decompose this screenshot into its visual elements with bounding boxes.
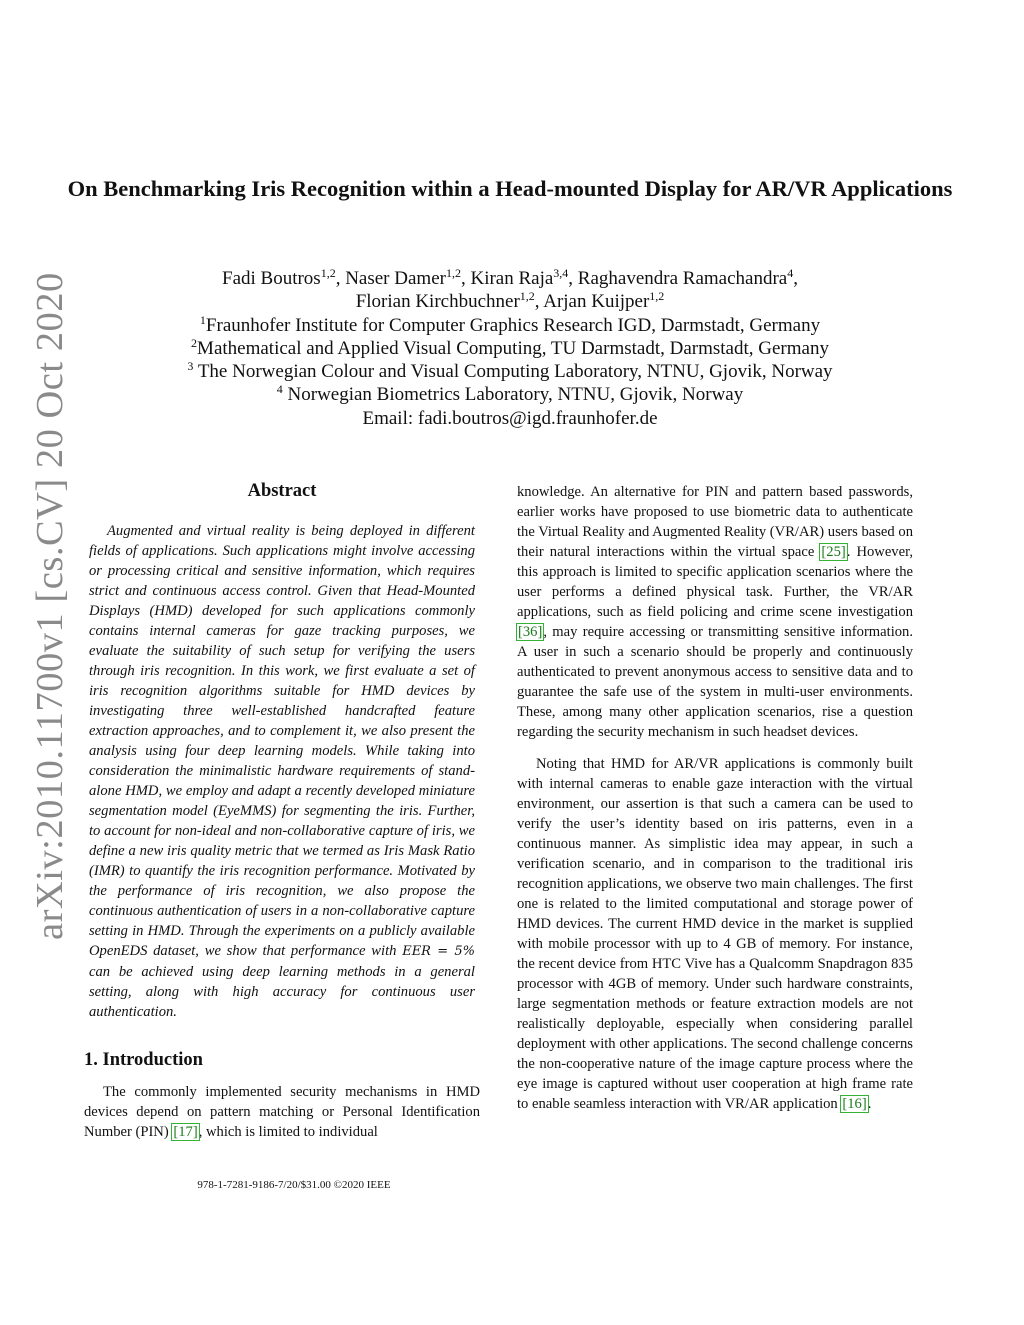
citation-link[interactable]: [25] bbox=[821, 544, 846, 560]
citation-link[interactable]: [16] bbox=[842, 1096, 867, 1112]
intro-paragraph bbox=[84, 1082, 480, 1142]
body-text: . However, this approach is limited to specific application scenarios where the user performs a defined physical task. Further, the VR/AR applications, such as field policing and crime scene investigation bbox=[517, 544, 913, 620]
arxiv-identifier: arXiv:2010.11700v1 [cs.CV] 20 Oct 2020 bbox=[29, 272, 71, 940]
body-text: Noting that HMD for AR/VR applications is commonly built with internal cameras to enable gaze interaction with the virtual environment, our assertion is that such a camera can be used to verify the user’s identity based on iris patterns, even in a continuous manner. As simplistic idea may appear, in such a verification scenario, and in comparison to the traditional iris recognition applications, we observe two main challenges. The first one is related to the limited computational and storage power of HMD devices. The current HMD device in the market is supplied with mobile processor with up to 4 GB of memory. For instance, the recent device from HTC Vive has a Qualcomm Snapdragon 835 processor with 4GB of memory. Under such hardware constraints, large segmentation methods or feature extraction models are not realistically deployable, especially when considering parallel deployment with other applications. The second challenge concerns the non-cooperative nature of the image capture process where the eye image is captured without user cooperation at high frame rate to enable seamless interaction with VR/AR application bbox=[517, 756, 913, 1112]
author-name: Naser Damer bbox=[345, 268, 446, 289]
left-column bbox=[84, 478, 480, 1142]
author-block bbox=[60, 267, 960, 430]
affiliation-text: Fraunhofer Institute for Computer Graphics Research IGD, Darmstadt, Germany bbox=[205, 314, 821, 336]
author-name: Fadi Boutros bbox=[222, 268, 321, 289]
author-line-1: Fadi Boutros$^{1,2}$, Naser Damer$^{1,2}$, Kiran Raja$^{3,4}$, Raghavendra Ramachandra$^4$, bbox=[222, 266, 798, 289]
author-name: Florian Kirchbuchner bbox=[355, 291, 520, 313]
paper-title: On Benchmarking Iris Recognition within a Head-mounted Display for AR/VR Applications bbox=[67, 176, 953, 201]
abstract-text: Augmented and virtual reality is being deployed in different fields of applications. Such applications might involve accessing or processing critical and sensitive information, which requires strict and continuous access control. Given that Head-Mounted Displays (HMD) developed for such applications commonly contains internal cameras for gaze tracking purposes, we evaluate the suitability of such setup for verifying the users through iris recognition. In this work, we first evaluate a set of iris recognition algorithms suitable for HMD devices by investigating three well-established handcrafted feature extraction approaches, and to complement it, we also present the analysis using four deep learning models. While taking into consideration the minimalistic hardware requirements of stand-alone HMD, we employ and adapt a recently developed miniature segmentation model (EyeMMS) for segmenting the iris. Further, to account for non-ideal and non-collaborative capture of iris, we define a new iris quality metric that we termed as Iris Mask Ratio (IMR) to quantify the iris recognition performance. Motivated by the performance of iris recognition, we also propose the continuous authentication of users in a non-collaborative capture setting in HMD. Through the experiments on a publicly available OpenEDS dataset, we show that performance with bbox=[89, 523, 475, 959]
body-text: . bbox=[867, 1096, 872, 1112]
math-inline: EER = 5% bbox=[402, 944, 475, 959]
abstract-text: can be achieved using deep learning methods in a general setting, along with high accuracy for continuous user authentication. bbox=[89, 964, 475, 1020]
affiliation-mark: 3 bbox=[187, 359, 194, 374]
affiliation-mark: 2 bbox=[191, 335, 198, 350]
author-affiliation-mark: 1,2 bbox=[519, 289, 535, 304]
affiliation-line bbox=[60, 360, 960, 383]
section-heading-introduction: 1. Introduction bbox=[84, 1050, 203, 1070]
citation-link[interactable]: [17] bbox=[173, 1124, 198, 1140]
body-text: knowledge. An alternative for PIN and pattern based passwords, earlier works have proposed to use biometric data to authenticate the Virtual Reality and Augmented Reality (VR/AR) users based on their natural interactions within the virtual space bbox=[517, 484, 913, 560]
author-affiliation-mark: 4 bbox=[787, 266, 794, 280]
author-line-2: Florian Kirchbuchner$^{1,2}$, Arjan Kuijper$^{1,2}$ bbox=[355, 289, 665, 313]
body-text: , may require accessing or transmitting sensitive information. A user in such a scenario should be properly and continuously authenticated to prevent anonymous access to sensitive data and to guarantee the safe use of the system in multi-user environments. These, among many other application scenarios, rise a question regarding the security mechanism in such headset devices. bbox=[517, 624, 913, 740]
author-affiliation-mark: 1,2 bbox=[320, 266, 336, 280]
author-name: Arjan Kuijper bbox=[543, 291, 650, 313]
author-name: Raghavendra Ramachandra bbox=[577, 268, 788, 289]
abstract-body bbox=[89, 521, 475, 1022]
abstract-heading: Abstract bbox=[247, 481, 317, 501]
affiliation-line bbox=[60, 337, 960, 360]
author-affiliation-mark: 1,2 bbox=[445, 266, 461, 280]
affiliation-line bbox=[60, 383, 960, 406]
author-affiliation-mark: 3,4 bbox=[553, 266, 569, 280]
right-column bbox=[517, 482, 913, 1114]
intro-paragraph bbox=[517, 754, 913, 1114]
author-name: Kiran Raja bbox=[470, 268, 554, 289]
intro-paragraph bbox=[517, 482, 913, 742]
affiliation-mark: 1 bbox=[199, 312, 206, 327]
affiliation-text: The Norwegian Colour and Visual Computing Laboratory, NTNU, Gjovik, Norway bbox=[193, 361, 833, 383]
contact-email: Email: fadi.boutros@igd.fraunhofer.de bbox=[362, 407, 658, 429]
copyright-footer: 978-1-7281-9186-7/20/$31.00 ©2020 IEEE bbox=[197, 1179, 391, 1191]
affiliation-line bbox=[60, 314, 960, 337]
author-affiliation-mark: 1,2 bbox=[649, 289, 665, 304]
body-text: , which is limited to individual bbox=[198, 1124, 378, 1140]
affiliation-text: Mathematical and Applied Visual Computing, TU Darmstadt, Darmstadt, Germany bbox=[197, 337, 829, 359]
citation-link[interactable]: [36] bbox=[518, 624, 543, 640]
affiliation-text: Norwegian Biometrics Laboratory, NTNU, Gjovik, Norway bbox=[282, 384, 744, 406]
affiliation-mark: 4 bbox=[276, 382, 283, 397]
body-text: The commonly implemented security mechanisms in HMD devices depend on pattern matching or Personal Identification Number (PIN) bbox=[84, 1084, 480, 1140]
